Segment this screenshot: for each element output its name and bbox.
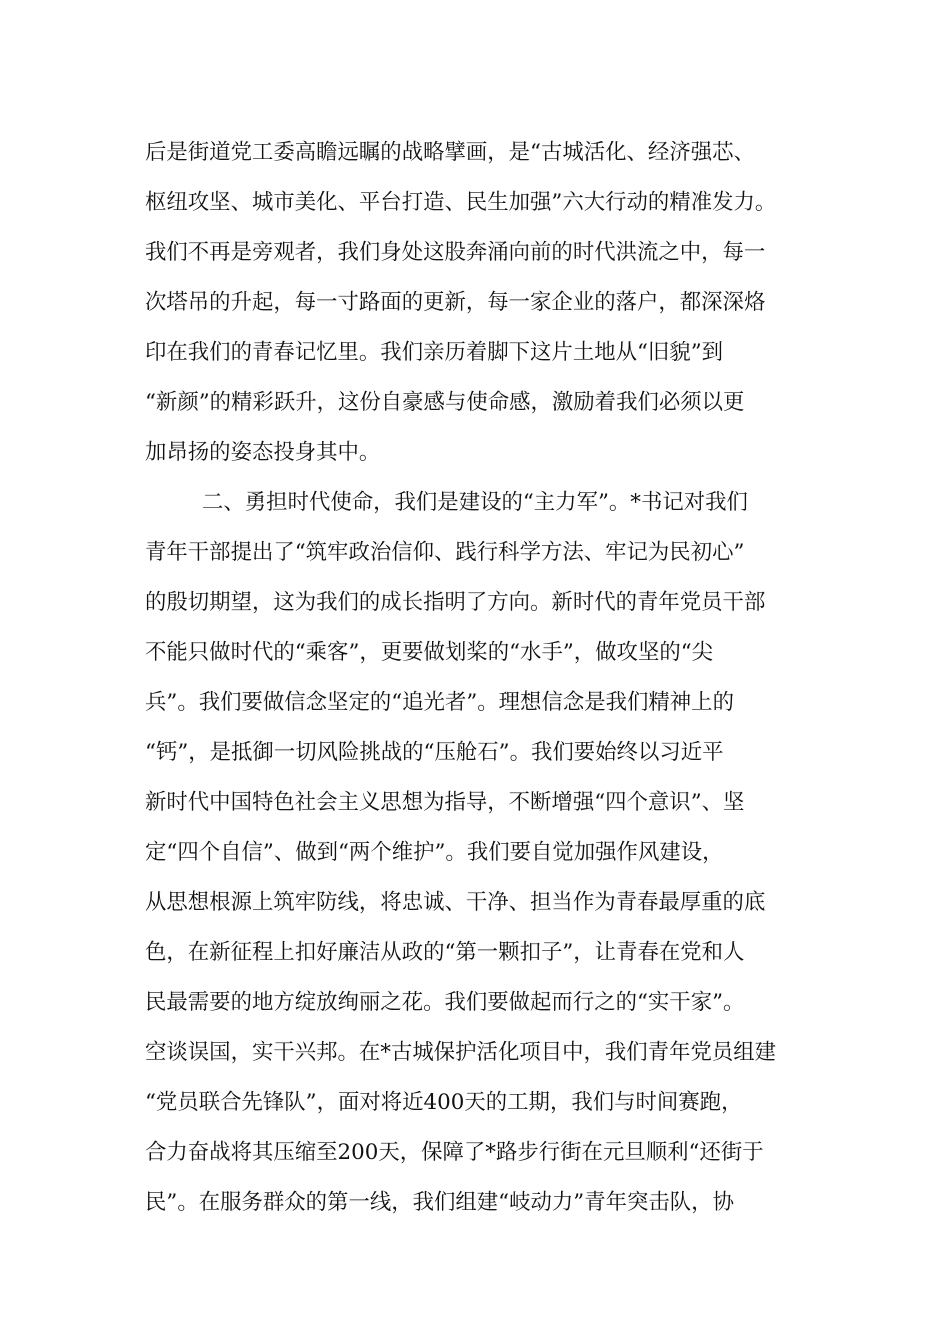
text-line: “钙”，是抵御一切风险挑战的“压舱石”。我们要始终以习近平 xyxy=(145,740,724,765)
text-line: 我们不再是旁观者，我们身处这股奔涌向前的时代洪流之中，每一 xyxy=(145,240,766,265)
document-body xyxy=(145,128,810,1228)
text-line: 民”。在服务群众的第一线，我们组建“岐动力”青年突击队，协 xyxy=(145,1190,734,1215)
text-line: 定“四个自信”、做到“两个维护”。我们要自觉加强作风建设， xyxy=(145,840,724,865)
text-line: “新颜”的精彩跃升，这份自豪感与使命感，激励着我们必须以更 xyxy=(145,390,745,415)
text-line: 从思想根源上筑牢防线，将忠诚、干净、担当作为青春最厚重的底 xyxy=(145,890,766,915)
text-line: 的殷切期望，这为我们的成长指明了方向。新时代的青年党员干部 xyxy=(145,590,766,615)
text-line: 后是街道党工委高瞻远瞩的战略擘画，是“古城活化、经济强芯、 xyxy=(145,140,755,165)
text-line: 次塔吊的升起，每一寸路面的更新，每一家企业的落户，都深深烙 xyxy=(145,290,766,315)
section-heading-line: 二、勇担时代使命，我们是建设的“主力军”。*书记对我们 xyxy=(202,490,748,515)
text-line: 不能只做时代的“乘客”，更要做划桨的“水手”，做攻坚的“尖 xyxy=(145,640,714,665)
text-line: 枢纽攻坚、城市美化、平台打造、民生加强”六大行动的精准发力。 xyxy=(145,190,777,215)
text-line: 新时代中国特色社会主义思想为指导，不断增强“四个意识”、坚 xyxy=(145,790,745,815)
text-line: 色，在新征程上扣好廉洁从政的“第一颗扣子”，让青春在党和人 xyxy=(145,940,745,965)
text-line: “党员联合先锋队”，面对将近400天的工期，我们与时间赛跑， xyxy=(145,1090,743,1115)
text-line: 合力奋战将其压缩至200天，保障了*路步行街在元旦顺利“还街于 xyxy=(145,1140,764,1165)
text-line: 民最需要的地方绽放绚丽之花。我们要做起而行之的“实干家”。 xyxy=(145,990,745,1015)
text-line: 加昂扬的姿态投身其中。 xyxy=(145,440,381,465)
text-line: 青年干部提出了“筑牢政治信仰、践行科学方法、牢记为民初心” xyxy=(145,540,745,565)
text-line: 兵”。我们要做信念坚定的“追光者”。理想信念是我们精神上的 xyxy=(145,690,734,715)
text-line: 印在我们的青春记忆里。我们亲历着脚下这片土地从“旧貌”到 xyxy=(145,340,724,365)
text-line: 空谈误国，实干兴邦。在*古城保护活化项目中，我们青年党员组建 xyxy=(145,1040,777,1065)
